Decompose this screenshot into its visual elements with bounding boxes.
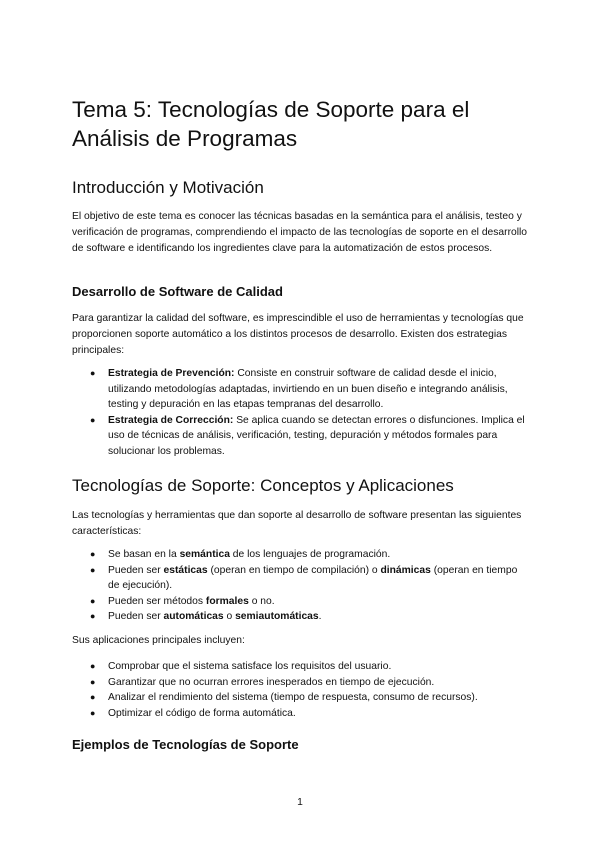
bullet-icon: ● — [90, 611, 96, 622]
bullet-icon: ● — [90, 707, 96, 718]
item-bold: automáticas — [163, 611, 224, 623]
characteristics-list — [72, 547, 528, 625]
intro-paragraph: El objetivo de este tema es conocer las técnicas basadas en la semántica para el análisis, testeo y verificación de programas, comprendiendo el impacto de las tecnologías de soporte en el desarrollo de software e identificando los ingredientes clave para la automatización de estos procesos. — [72, 211, 528, 254]
list-item — [72, 413, 528, 460]
quality-paragraph: Para garantizar la calidad del software, es imprescindible el uso de herramientas y tecnologías que proporcionen soporte automático a los distintos procesos de desarrollo. Existen dos estrategias principales: — [72, 313, 524, 356]
strategy-label: Estrategia de Corrección: — [108, 414, 234, 426]
bullet-icon: ● — [90, 414, 96, 425]
list-item — [72, 594, 528, 610]
list-item — [72, 675, 528, 691]
item-text: o no. — [248, 595, 275, 607]
support-paragraph: Las tecnologías y herramientas que dan soporte al desarrollo de software presentan las siguientes características: — [72, 510, 522, 537]
item-bold: semántica — [179, 549, 230, 560]
item-bold: estáticas — [163, 564, 208, 576]
list-item — [72, 609, 528, 625]
item-text: o — [223, 611, 236, 623]
item-text: . — [318, 611, 322, 623]
bullet-icon: ● — [90, 692, 96, 703]
bullet-icon: ● — [90, 676, 96, 687]
item-bold: dinámicas — [380, 564, 431, 576]
list-item — [72, 690, 528, 706]
bullet-icon: ● — [90, 661, 96, 671]
list-item — [72, 659, 528, 675]
item-text: Pueden ser métodos — [108, 595, 206, 607]
item-text: (operan en tiempo de compilación) o — [207, 564, 381, 576]
quality-heading: Desarrollo de Software de Calidad — [72, 284, 283, 299]
item-bold: formales — [205, 595, 249, 607]
strategy-text: Se aplica cuando se detectan errores o disfunciones. Implica el uso de técnicas de análisis, verificación, testing, depuración y métodos formales para solucionar los problemas. — [108, 414, 525, 457]
list-item — [72, 366, 528, 413]
item-text: Garantizar que no ocurran errores inesperados en tiempo de ejecución. — [108, 676, 435, 688]
strategy-text: Consiste en construir software de calidad desde el inicio, utilizando metodologías adaptadas, invirtiendo en un buen diseño e integrando análisis, testing y depuración en las etapas tempranas del desarrollo. — [108, 368, 508, 411]
item-text: Se basan en la — [108, 549, 180, 560]
intro-heading: Introducción y Motivación — [72, 178, 264, 197]
applications-intro: Sus aplicaciones principales incluyen: — [72, 635, 245, 646]
item-text: Pueden ser — [108, 611, 164, 623]
item-text: de los lenguajes de programación. — [229, 549, 391, 560]
strategy-label: Estrategia de Prevención: — [108, 368, 235, 379]
examples-heading: Ejemplos de Tecnologías de Soporte — [72, 737, 299, 752]
bullet-icon: ● — [90, 549, 96, 559]
list-item — [72, 563, 528, 594]
item-text: Optimizar el código de forma automática. — [108, 707, 296, 719]
item-text: Comprobar que el sistema satisface los requisitos del usuario. — [108, 661, 392, 672]
bullet-icon: ● — [90, 595, 96, 606]
bullet-icon: ● — [90, 368, 96, 378]
page-number: 1 — [297, 797, 303, 808]
applications-list — [72, 659, 528, 721]
bullet-icon: ● — [90, 564, 96, 575]
item-bold: semiautomáticas — [235, 611, 319, 623]
item-text: Pueden ser — [108, 564, 164, 576]
list-item — [72, 706, 528, 722]
item-text: (operan en tiempo de ejecución). — [108, 564, 518, 592]
list-item — [72, 547, 528, 563]
strategies-list — [72, 366, 528, 460]
support-heading: Tecnologías de Soporte: Conceptos y Aplicaciones — [72, 476, 454, 495]
page-title: Tema 5: Tecnologías de Soporte para el Análisis de Programas — [72, 97, 470, 151]
item-text: Analizar el rendimiento del sistema (tiempo de respuesta, consumo de recursos). — [108, 692, 478, 704]
